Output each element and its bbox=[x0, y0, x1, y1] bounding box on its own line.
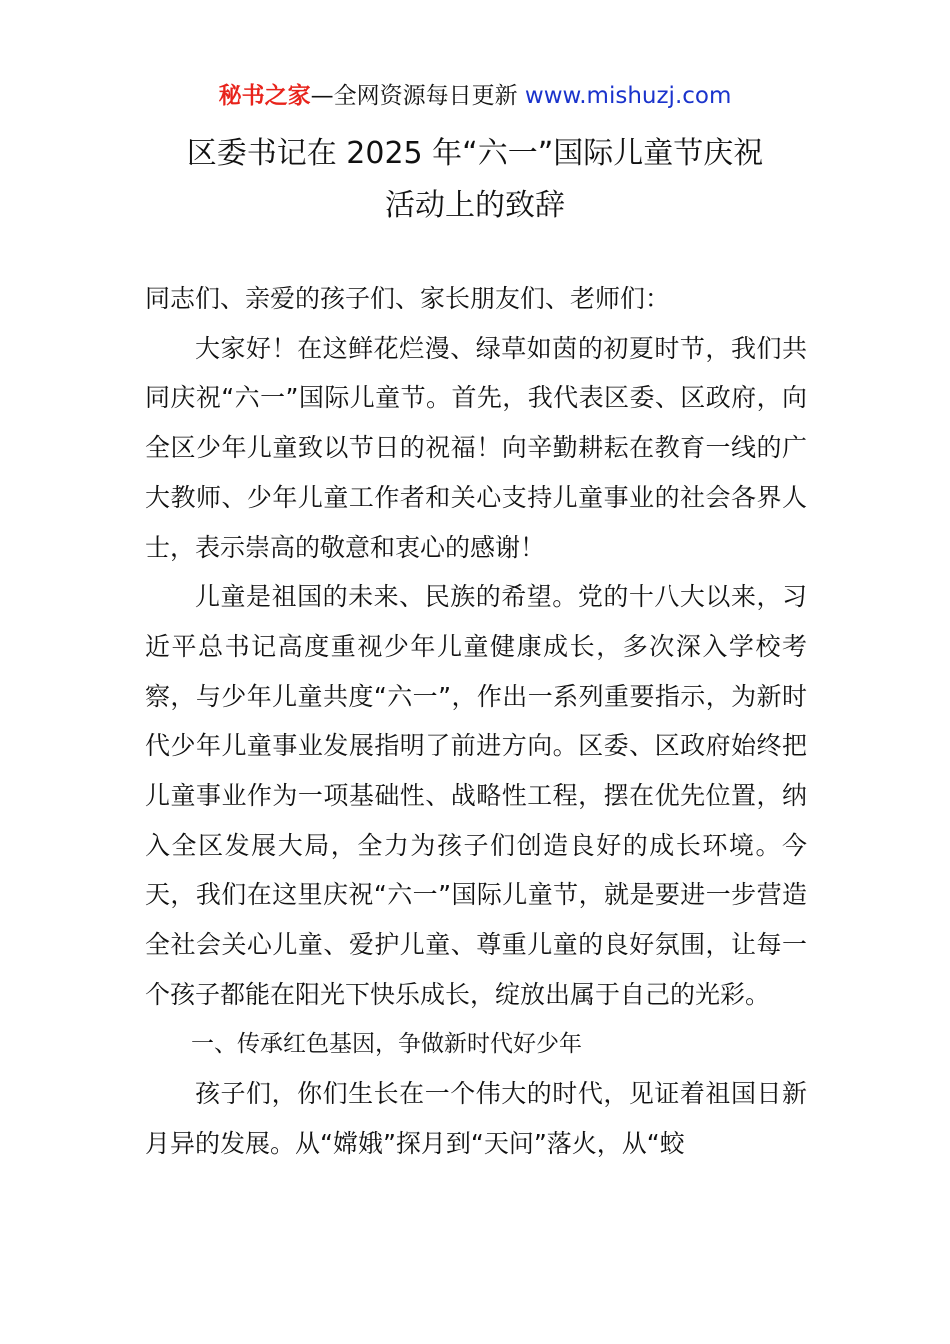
paragraph-3: 孩子们，你们生长在一个伟大的时代，见证着祖国日新月异的发展。从“嫦娥”探月到“天问”落火，从“蛟 bbox=[145, 1079, 807, 1158]
paragraph-1: 大家好！在这鲜花烂漫、绿草如茵的初夏时节，我们共同庆祝“六一”国际儿童节。首先，我代表区委、区政府，向全区少年儿童致以节日的祝福！向辛勤耕耘在教育一线的广大教师、少年儿童工作者和关心支持儿童事业的社会各界人士，表示崇高的敬意和衷心的感谢！ bbox=[145, 333, 807, 562]
section-heading-1: 一、传承红色基因，争做新时代好少年 bbox=[191, 1030, 582, 1057]
document-title bbox=[0, 128, 950, 232]
salutation: 同志们、亲爱的孩子们、家长朋友们、老师们： bbox=[145, 284, 671, 313]
brand-name: 秘书之家 bbox=[218, 83, 311, 109]
page-header bbox=[0, 80, 950, 112]
document-body bbox=[145, 274, 807, 1169]
title-line-1: 区委书记在 2025 年“六一”国际儿童节庆祝 bbox=[186, 136, 764, 171]
site-link[interactable]: www.mishuzj.com bbox=[524, 83, 732, 109]
paragraph-2: 儿童是祖国的未来、民族的希望。党的十八大以来，习近平总书记高度重视少年儿童健康成长，多次深入学校考察，与少年儿童共度“六一”，作出一系列重要指示，为新时代少年儿童事业发展指明了前进方向。区委、区政府始终把儿童事业作为一项基础性、战略性工程，摆在优先位置，纳入全区发展大局，全力为孩子们创造良好的成长环境。今天，我们在这里庆祝“六一”国际儿童节，就是要进一步营造全社会关心儿童、爱护儿童、尊重儿童的良好氛围，让每一个孩子都能在阳光下快乐成长，绽放出属于自己的光彩。 bbox=[145, 582, 807, 1009]
header-tagline: —全网资源每日更新 bbox=[310, 83, 518, 109]
title-line-2: 活动上的致辞 bbox=[385, 188, 565, 223]
